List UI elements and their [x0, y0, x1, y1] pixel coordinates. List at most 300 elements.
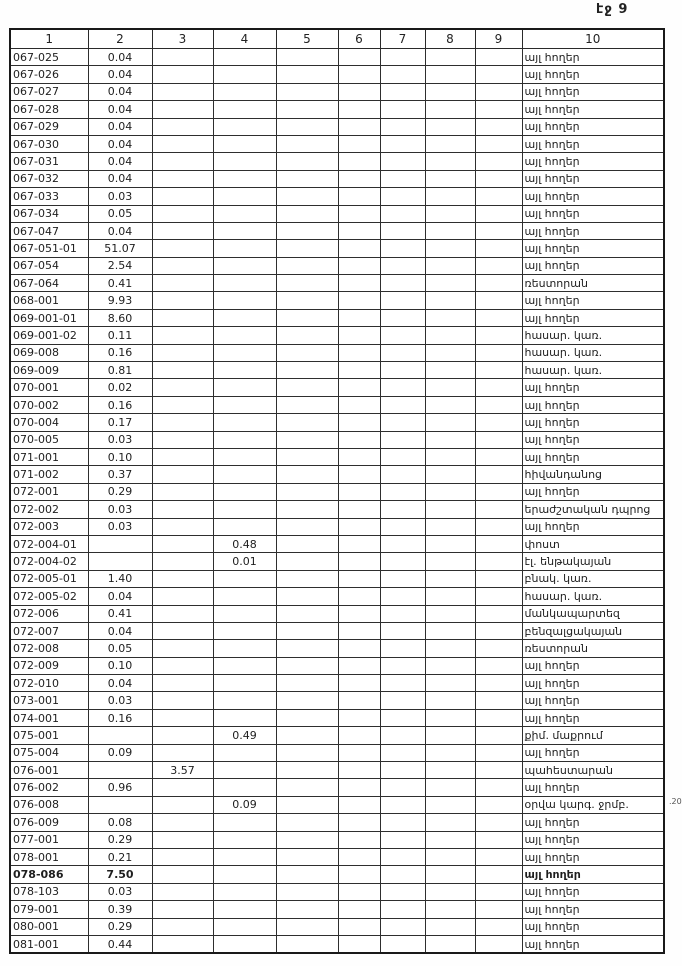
- value-cell: [380, 309, 425, 326]
- value-cell: [425, 501, 475, 518]
- value-cell: [475, 501, 522, 518]
- table-row: [10, 49, 664, 66]
- value-cell: [338, 483, 380, 500]
- column-header-4: 4: [213, 29, 276, 49]
- value-cell: [380, 101, 425, 118]
- value-cell: [152, 622, 213, 639]
- value-cell: [425, 727, 475, 744]
- value-cell: [152, 448, 213, 465]
- value-cell: [380, 831, 425, 848]
- value-cell: [276, 118, 338, 135]
- value-cell: [213, 327, 276, 344]
- land-use-cell: այլ հողեր: [522, 396, 664, 413]
- value-cell: 0.48: [213, 535, 276, 552]
- parcel-code-cell: 078-103: [10, 883, 88, 900]
- land-use-cell: այլ հողեր: [522, 222, 664, 239]
- value-cell: [425, 796, 475, 813]
- land-use-cell: այլ հողեր: [522, 918, 664, 935]
- value-cell: [152, 379, 213, 396]
- value-cell: 0.49: [213, 727, 276, 744]
- value-cell: [338, 518, 380, 535]
- parcel-code-cell: 070-002: [10, 396, 88, 413]
- value-cell: [338, 848, 380, 865]
- value-cell: [338, 553, 380, 570]
- value-cell: [276, 275, 338, 292]
- value-cell: [338, 466, 380, 483]
- value-cell: [475, 848, 522, 865]
- parcel-code-cell: 079-001: [10, 901, 88, 918]
- value-cell: [152, 483, 213, 500]
- value-cell: 0.03: [88, 188, 152, 205]
- value-cell: [425, 553, 475, 570]
- parcel-code-cell: 070-004: [10, 414, 88, 431]
- land-use-cell: այլ հողեր: [522, 518, 664, 535]
- value-cell: 0.41: [88, 605, 152, 622]
- value-cell: [276, 309, 338, 326]
- parcel-code-cell: 067-047: [10, 222, 88, 239]
- value-cell: [276, 448, 338, 465]
- parcel-code-cell: 069-001-02: [10, 327, 88, 344]
- value-cell: [152, 222, 213, 239]
- parcel-code-cell: 067-034: [10, 205, 88, 222]
- table-row: [10, 483, 664, 500]
- parcel-code-cell: 068-001: [10, 292, 88, 309]
- value-cell: 0.44: [88, 935, 152, 953]
- value-cell: [276, 396, 338, 413]
- value-cell: 0.04: [88, 170, 152, 187]
- land-use-cell: այլ հողեր: [522, 483, 664, 500]
- value-cell: [152, 640, 213, 657]
- value-cell: [380, 466, 425, 483]
- value-cell: [152, 101, 213, 118]
- value-cell: [213, 814, 276, 831]
- table-row: [10, 222, 664, 239]
- value-cell: 0.16: [88, 709, 152, 726]
- table-row: [10, 848, 664, 865]
- table-row: [10, 448, 664, 465]
- value-cell: [276, 796, 338, 813]
- land-use-cell: այլ հողեր: [522, 901, 664, 918]
- parcel-code-cell: 069-008: [10, 344, 88, 361]
- value-cell: 0.41: [88, 275, 152, 292]
- table-row: [10, 188, 664, 205]
- value-cell: [213, 935, 276, 953]
- land-use-cell: այլ հողեր: [522, 257, 664, 274]
- value-cell: [338, 901, 380, 918]
- value-cell: [88, 762, 152, 779]
- table-row: [10, 901, 664, 918]
- land-use-cell: այլ հողեր: [522, 831, 664, 848]
- parcel-code-cell: 071-002: [10, 466, 88, 483]
- value-cell: [338, 275, 380, 292]
- value-cell: [152, 588, 213, 605]
- value-cell: [213, 188, 276, 205]
- value-cell: [475, 935, 522, 953]
- value-cell: [338, 675, 380, 692]
- land-use-cell: այլ հողեր: [522, 935, 664, 953]
- records-tbody: [10, 49, 664, 954]
- value-cell: [213, 866, 276, 883]
- value-cell: [380, 935, 425, 953]
- value-cell: [213, 744, 276, 761]
- land-use-cell: փոստ: [522, 535, 664, 552]
- parcel-code-cell: 072-005-02: [10, 588, 88, 605]
- value-cell: [475, 918, 522, 935]
- value-cell: [380, 814, 425, 831]
- parcel-code-cell: 076-008: [10, 796, 88, 813]
- parcel-code-cell: 072-008: [10, 640, 88, 657]
- value-cell: [380, 83, 425, 100]
- value-cell: [152, 292, 213, 309]
- value-cell: [152, 414, 213, 431]
- value-cell: [475, 170, 522, 187]
- value-cell: [152, 49, 213, 66]
- value-cell: [475, 588, 522, 605]
- parcel-code-cell: 071-001: [10, 448, 88, 465]
- value-cell: [380, 848, 425, 865]
- parcel-code-cell: 077-001: [10, 831, 88, 848]
- value-cell: [338, 101, 380, 118]
- value-cell: [88, 796, 152, 813]
- value-cell: [380, 240, 425, 257]
- table-row: [10, 83, 664, 100]
- value-cell: [213, 675, 276, 692]
- value-cell: [475, 49, 522, 66]
- value-cell: [276, 466, 338, 483]
- land-use-cell: այլ հողեր: [522, 170, 664, 187]
- parcel-code-cell: 072-009: [10, 657, 88, 674]
- value-cell: [213, 901, 276, 918]
- parcel-code-cell: 067-054: [10, 257, 88, 274]
- table-row: [10, 327, 664, 344]
- value-cell: [213, 344, 276, 361]
- value-cell: [380, 431, 425, 448]
- land-use-cell: այլ հողեր: [522, 188, 664, 205]
- parcel-code-cell: 076-001: [10, 762, 88, 779]
- value-cell: 0.04: [88, 49, 152, 66]
- value-cell: 0.03: [88, 431, 152, 448]
- value-cell: [380, 622, 425, 639]
- value-cell: [475, 796, 522, 813]
- value-cell: [276, 501, 338, 518]
- land-use-cell: այլ հողեր: [522, 379, 664, 396]
- value-cell: [276, 640, 338, 657]
- value-cell: [213, 135, 276, 152]
- value-cell: [276, 170, 338, 187]
- value-cell: [276, 570, 338, 587]
- value-cell: [338, 66, 380, 83]
- value-cell: [276, 727, 338, 744]
- parcel-code-cell: 076-009: [10, 814, 88, 831]
- value-cell: [380, 762, 425, 779]
- value-cell: [425, 275, 475, 292]
- value-cell: [152, 327, 213, 344]
- value-cell: [425, 640, 475, 657]
- land-use-cell: ռեստորան: [522, 640, 664, 657]
- value-cell: [425, 866, 475, 883]
- table-row: [10, 362, 664, 379]
- value-cell: [425, 292, 475, 309]
- table-row: [10, 640, 664, 657]
- value-cell: [425, 622, 475, 639]
- land-use-cell: այլ հողեր: [522, 779, 664, 796]
- parcel-code-cell: 076-002: [10, 779, 88, 796]
- value-cell: [152, 605, 213, 622]
- value-cell: [425, 744, 475, 761]
- value-cell: [475, 466, 522, 483]
- value-cell: [475, 327, 522, 344]
- value-cell: [380, 414, 425, 431]
- table-row: [10, 518, 664, 535]
- value-cell: [213, 640, 276, 657]
- value-cell: [213, 309, 276, 326]
- value-cell: [338, 327, 380, 344]
- value-cell: [213, 588, 276, 605]
- value-cell: [276, 883, 338, 900]
- value-cell: [425, 257, 475, 274]
- table-row: [10, 709, 664, 726]
- land-use-cell: այլ հողեր: [522, 848, 664, 865]
- value-cell: [276, 344, 338, 361]
- value-cell: [338, 814, 380, 831]
- value-cell: [276, 431, 338, 448]
- value-cell: [276, 831, 338, 848]
- value-cell: [213, 83, 276, 100]
- value-cell: [338, 622, 380, 639]
- value-cell: 9.93: [88, 292, 152, 309]
- value-cell: [475, 431, 522, 448]
- value-cell: 3.57: [152, 762, 213, 779]
- value-cell: [425, 779, 475, 796]
- value-cell: [425, 49, 475, 66]
- parcel-code-cell: 078-001: [10, 848, 88, 865]
- land-use-cell: այլ հողեր: [522, 414, 664, 431]
- table-row: [10, 414, 664, 431]
- value-cell: 0.16: [88, 344, 152, 361]
- value-cell: [338, 222, 380, 239]
- table-row: [10, 240, 664, 257]
- value-cell: [152, 814, 213, 831]
- value-cell: [425, 935, 475, 953]
- value-cell: [152, 883, 213, 900]
- value-cell: [213, 692, 276, 709]
- land-use-cell: հասար. կառ.: [522, 344, 664, 361]
- value-cell: [152, 518, 213, 535]
- value-cell: [475, 518, 522, 535]
- value-cell: [152, 848, 213, 865]
- value-cell: 0.05: [88, 205, 152, 222]
- land-use-cell: այլ հողեր: [522, 83, 664, 100]
- value-cell: 0.03: [88, 692, 152, 709]
- value-cell: [276, 83, 338, 100]
- value-cell: [338, 883, 380, 900]
- value-cell: [338, 309, 380, 326]
- column-header-6: 6: [338, 29, 380, 49]
- value-cell: [338, 362, 380, 379]
- table-row: [10, 762, 664, 779]
- value-cell: [380, 692, 425, 709]
- value-cell: 0.17: [88, 414, 152, 431]
- value-cell: 0.09: [213, 796, 276, 813]
- value-cell: [276, 240, 338, 257]
- table-row: [10, 657, 664, 674]
- value-cell: [475, 570, 522, 587]
- value-cell: 0.10: [88, 657, 152, 674]
- value-cell: [475, 640, 522, 657]
- column-header-2: 2: [88, 29, 152, 49]
- table-row: [10, 153, 664, 170]
- value-cell: [425, 848, 475, 865]
- value-cell: [213, 448, 276, 465]
- value-cell: [425, 814, 475, 831]
- value-cell: 0.04: [88, 135, 152, 152]
- value-cell: [475, 483, 522, 500]
- value-cell: [380, 170, 425, 187]
- table-row: [10, 431, 664, 448]
- value-cell: [338, 796, 380, 813]
- table-row: [10, 205, 664, 222]
- value-cell: [152, 362, 213, 379]
- value-cell: 0.81: [88, 362, 152, 379]
- value-cell: [276, 327, 338, 344]
- value-cell: [276, 935, 338, 953]
- value-cell: [152, 66, 213, 83]
- value-cell: [425, 883, 475, 900]
- value-cell: [475, 675, 522, 692]
- value-cell: [276, 605, 338, 622]
- table-row: [10, 309, 664, 326]
- value-cell: [425, 362, 475, 379]
- value-cell: [338, 605, 380, 622]
- value-cell: 0.11: [88, 327, 152, 344]
- value-cell: [380, 275, 425, 292]
- value-cell: 0.10: [88, 448, 152, 465]
- value-cell: [380, 553, 425, 570]
- value-cell: 1.40: [88, 570, 152, 587]
- value-cell: [152, 153, 213, 170]
- value-cell: [475, 657, 522, 674]
- table-row: [10, 570, 664, 587]
- value-cell: [338, 396, 380, 413]
- value-cell: [338, 153, 380, 170]
- value-cell: [425, 831, 475, 848]
- value-cell: [276, 848, 338, 865]
- value-cell: [276, 153, 338, 170]
- parcel-code-cell: 070-001: [10, 379, 88, 396]
- value-cell: [475, 448, 522, 465]
- value-cell: [213, 118, 276, 135]
- value-cell: [276, 744, 338, 761]
- value-cell: [380, 657, 425, 674]
- value-cell: [152, 692, 213, 709]
- value-cell: 0.04: [88, 222, 152, 239]
- parcel-code-cell: 067-028: [10, 101, 88, 118]
- value-cell: [213, 762, 276, 779]
- value-cell: [380, 222, 425, 239]
- land-use-cell: այլ հողեր: [522, 292, 664, 309]
- value-cell: 0.03: [88, 518, 152, 535]
- value-cell: [475, 605, 522, 622]
- column-header-3: 3: [152, 29, 213, 49]
- parcel-code-cell: 067-029: [10, 118, 88, 135]
- value-cell: [213, 292, 276, 309]
- land-use-cell: այլ հողեր: [522, 135, 664, 152]
- value-cell: 0.02: [88, 379, 152, 396]
- value-cell: [475, 153, 522, 170]
- value-cell: [475, 814, 522, 831]
- value-cell: 0.04: [88, 153, 152, 170]
- land-use-cell: հասար. կառ.: [522, 327, 664, 344]
- value-cell: [380, 362, 425, 379]
- value-cell: 0.05: [88, 640, 152, 657]
- land-use-cell: այլ հողեր: [522, 431, 664, 448]
- value-cell: [475, 396, 522, 413]
- value-cell: [475, 83, 522, 100]
- value-cell: [425, 135, 475, 152]
- value-cell: 0.04: [88, 118, 152, 135]
- value-cell: [475, 135, 522, 152]
- value-cell: [276, 135, 338, 152]
- value-cell: [213, 918, 276, 935]
- table-row: [10, 101, 664, 118]
- value-cell: [88, 553, 152, 570]
- value-cell: 0.04: [88, 675, 152, 692]
- value-cell: [425, 188, 475, 205]
- value-cell: [425, 901, 475, 918]
- value-cell: 0.04: [88, 622, 152, 639]
- value-cell: 51.07: [88, 240, 152, 257]
- value-cell: [380, 188, 425, 205]
- land-use-cell: այլ հողեր: [522, 153, 664, 170]
- value-cell: [380, 675, 425, 692]
- value-cell: [152, 918, 213, 935]
- table-row: [10, 344, 664, 361]
- value-cell: [380, 257, 425, 274]
- value-cell: [380, 605, 425, 622]
- table-row: [10, 675, 664, 692]
- land-use-cell: այլ հողեր: [522, 118, 664, 135]
- value-cell: [380, 796, 425, 813]
- table-row: [10, 935, 664, 953]
- value-cell: [380, 588, 425, 605]
- land-use-cell: այլ հողեր: [522, 866, 664, 883]
- table-row: [10, 292, 664, 309]
- value-cell: [276, 101, 338, 118]
- value-cell: [338, 709, 380, 726]
- value-cell: [475, 622, 522, 639]
- value-cell: [475, 709, 522, 726]
- value-cell: [380, 66, 425, 83]
- parcel-code-cell: 067-030: [10, 135, 88, 152]
- table-row: [10, 779, 664, 796]
- land-use-cell: երաժշտական դպրոց: [522, 501, 664, 518]
- value-cell: [152, 501, 213, 518]
- land-use-cell: հասար. կառ.: [522, 362, 664, 379]
- land-use-cell: քիմ. մաքրում: [522, 727, 664, 744]
- value-cell: 0.04: [88, 66, 152, 83]
- value-cell: [338, 744, 380, 761]
- value-cell: [276, 918, 338, 935]
- table-row: [10, 135, 664, 152]
- value-cell: [338, 49, 380, 66]
- value-cell: 0.16: [88, 396, 152, 413]
- land-use-cell: օրվա կարգ. ջրմբ.: [522, 796, 664, 813]
- parcel-code-cell: 069-009: [10, 362, 88, 379]
- value-cell: [475, 101, 522, 118]
- value-cell: [380, 901, 425, 918]
- value-cell: [425, 205, 475, 222]
- value-cell: [475, 257, 522, 274]
